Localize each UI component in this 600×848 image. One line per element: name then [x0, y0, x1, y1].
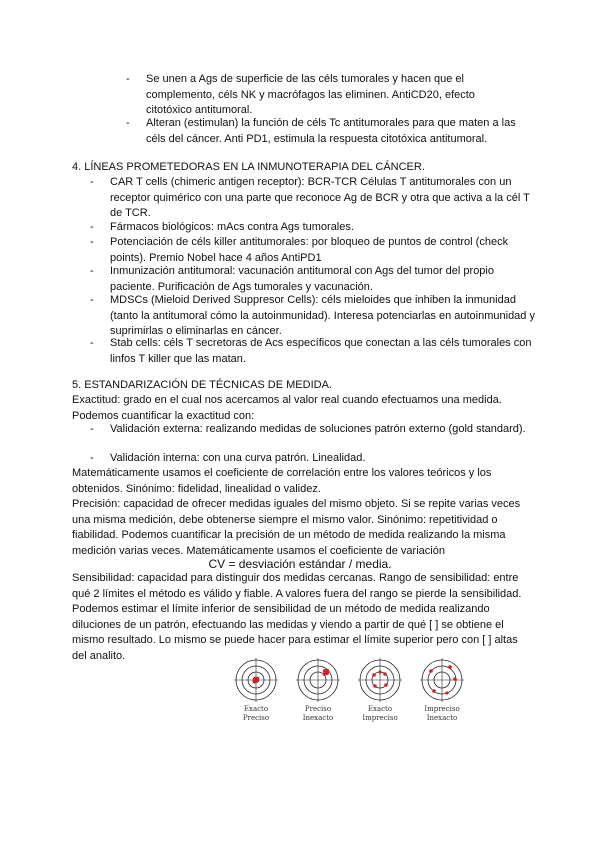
target-icon	[358, 658, 402, 702]
matematicamente-paragraph: Matemáticamente usamos el coeficiente de correlación entre los valores teóricos y los obtenidos. Sinónimo: fidelidad, linealidad o validez.	[72, 467, 492, 495]
caption-line: Preciso	[242, 714, 270, 722]
caption-line: Inexacto	[426, 714, 458, 722]
caption-line: Exacto	[243, 705, 269, 713]
caption-line: Inexacto	[302, 714, 334, 722]
cv-formula: CV = desviación estándar / media.	[208, 557, 392, 571]
target-caption	[292, 705, 344, 723]
target-icon	[234, 658, 278, 702]
bullet-dash: -	[90, 236, 94, 248]
bullet-dash: -	[90, 452, 94, 464]
bullet-dash: -	[90, 423, 94, 435]
section-5-heading: 5. ESTANDARIZACIÓN DE TÉCNICAS DE MEDIDA.	[72, 379, 332, 391]
caption-line: Impreciso	[362, 714, 398, 722]
target-caption	[354, 705, 406, 723]
target-exacto-impreciso	[354, 658, 406, 723]
list-item-text: MDSCs (Mieloid Derived Suppresor Cells): céls mieloides que inhiben la inmunidad (tanto la antitumoral cómo la autoinmunidad). Interesa potenciarlas en autoinmunidad y suprimirlas o eliminarlas en cáncer.	[110, 294, 535, 338]
bullet-dash: -	[90, 265, 94, 277]
caption-line: Preciso	[304, 705, 332, 713]
bullet-dash: -	[90, 337, 94, 349]
sensibilidad-paragraph: Sensibilidad: capacidad para distinguir dos medidas cercanas. Rango de sensibilidad: entre qué 2 límites el método es válido y fiable. A valores fuera del rango se pierde la sensibilidad. Podemos estimar el límite inferior de sensibilidad de un método de medida realizando diluciones de un patrón, efectuando las medidas y viendo a partir de qué [ ] se obtiene el mismo resultado. Lo mismo se puede hacer para estimar el límite superior pero con [ ] altas del analito.	[72, 572, 522, 662]
list-item-text: Validación interna: con una curva patrón. Linealidad.	[110, 452, 366, 464]
target-icon	[296, 658, 340, 702]
bullet-dash: -	[90, 294, 94, 306]
list-item-text: Fármacos biológicos: mAcs contra Ags tumorales.	[110, 221, 354, 233]
list-item-text: Alteran (estimulan) la función de céls Tc antitumorales para que maten a las céls del cáncer. Anti PD1, estimula la respuesta citotóxica antitumoral.	[146, 117, 516, 145]
bullet-dash: -	[90, 176, 94, 188]
list-item-text: Validación externa: realizando medidas de soluciones patrón externo (gold standard).	[110, 423, 526, 435]
section-4-heading: 4. LÍNEAS PROMETEDORAS EN LA INMUNOTERAPIA DEL CÁNCER.	[72, 161, 425, 173]
target-exacto-preciso	[230, 658, 282, 723]
list-item-text: Potenciación de céls killer antitumorales: por bloqueo de puntos de control (check points). Premio Nobel hace 4 años AntiPD1	[110, 236, 509, 264]
bullet-dash: -	[126, 117, 130, 129]
list-item-text: Stab cells: céls T secretoras de Acs específicos que conectan a las céls tumorales con linfos T killer que las matan.	[110, 337, 532, 365]
target-impreciso-inexacto	[416, 658, 468, 723]
hit-dots	[253, 677, 260, 684]
hit-dots	[323, 669, 329, 676]
caption-line: Exacto	[367, 705, 393, 713]
target-preciso-inexacto	[292, 658, 344, 723]
bullet-dash: -	[126, 73, 130, 85]
target-icon	[420, 658, 464, 702]
caption-line: Impreciso	[424, 705, 460, 713]
accuracy-precision-figure	[230, 658, 470, 748]
list-item-text: Inmunización antitumoral: vacunación antitumoral con Ags del tumor del propio paciente. Purificación de Ags tumorales y vacunación.	[110, 265, 494, 293]
target-caption	[416, 705, 468, 723]
list-item-text: Se unen a Ags de superficie de las céls tumorales y hacen que el complemento, céls NK y macrófagos las eliminen. AntiCD20, efecto citotóxico antitumoral.	[146, 73, 475, 117]
target-caption	[230, 705, 282, 723]
list-item-text: CAR T cells (chimeric antigen receptor): BCR-TCR Células T antitumorales con un receptor quimérico con una parte que reconoce Ag de BCR y otra que activa a la cél T de TCR.	[110, 176, 530, 220]
bullet-dash: -	[90, 221, 94, 233]
exactitud-paragraph: Exactitud: grado en el cual nos acercamos al valor real cuando efectuamos una medida. Podemos cuantificar la exactitud con:	[72, 394, 502, 422]
precision-paragraph: Precisión: capacidad de ofrecer medidas iguales del mismo objeto. Si se repite varias veces una misma medición, debe obtenerse siempre el mismo valor. Sinónimo: repetitividad o fiabilidad. Podemos cuantificar la precisión de un método de medida realizando la misma medición varias veces. Matemáticamente usamos el coeficiente de variación	[72, 498, 521, 557]
